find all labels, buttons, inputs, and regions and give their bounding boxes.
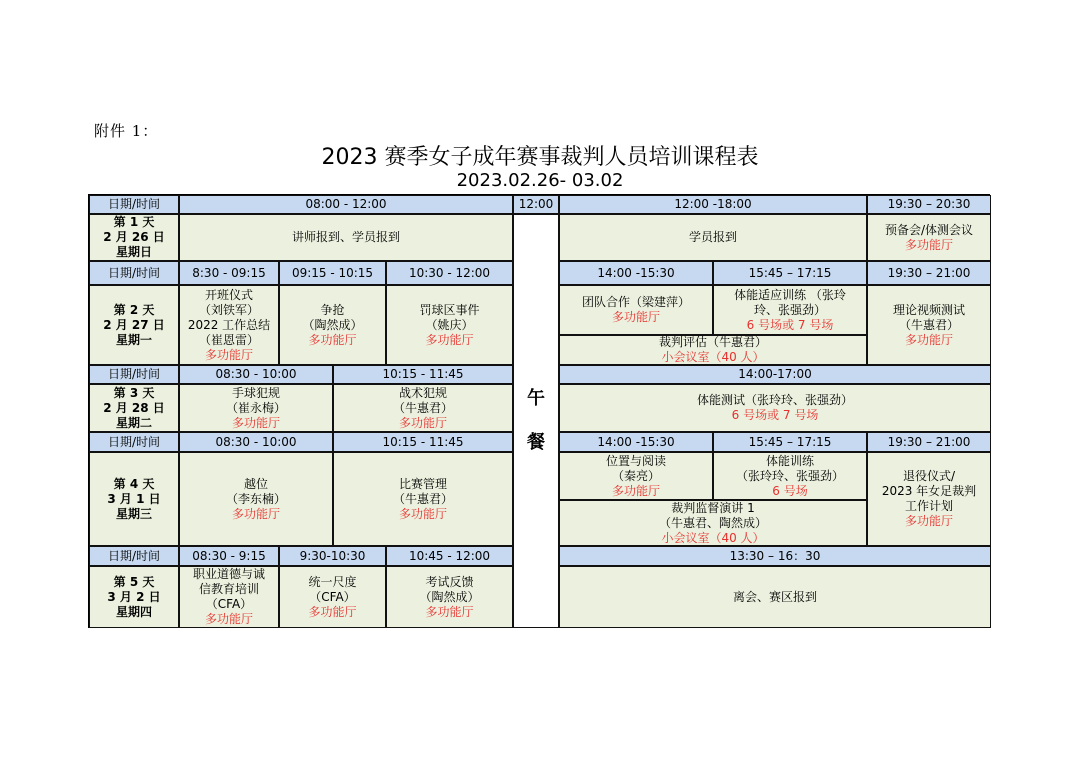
cell-text: 星期三 <box>115 506 152 521</box>
session-cell <box>333 452 513 546</box>
cell-text: （姚庆） <box>425 317 474 332</box>
session-cell <box>559 500 867 546</box>
cell-text: （崔永梅） <box>225 400 286 415</box>
cell-text: 10:45 - 12:00 <box>408 548 491 563</box>
session-cell <box>179 566 279 628</box>
cell-text: （牛惠君） <box>898 317 959 332</box>
header-datetime <box>89 546 179 566</box>
cell-text: （秦亮） <box>611 468 660 483</box>
header-datetime <box>89 432 179 452</box>
cell-text: （刘铁军） <box>198 302 259 317</box>
cell-text: 多功能厅 <box>425 604 474 619</box>
header-time <box>333 365 513 384</box>
cell-text: 日期/时间 <box>107 367 161 381</box>
cell-text: 信教育培训 <box>198 582 259 596</box>
header-noon <box>513 195 559 214</box>
session-cell <box>179 384 333 432</box>
cell-text: 2023 年女足裁判 <box>881 484 977 498</box>
cell-text: 星期一 <box>115 332 152 347</box>
cell-text: 裁判监督演讲 1 <box>671 500 755 515</box>
day-cell <box>89 452 179 546</box>
cell-text: 争抢 <box>320 302 345 317</box>
cell-text: 19:30 – 20:30 <box>887 197 971 211</box>
lunch-column <box>513 214 559 628</box>
cell-text: 2 月 28 日 <box>103 400 165 415</box>
session-cell <box>559 452 713 500</box>
session-cell <box>867 285 991 365</box>
cell-text: 8:30 - 09:15 <box>192 265 266 280</box>
cell-text: 日期/时间 <box>107 265 161 280</box>
header-time <box>559 365 991 384</box>
cell-text: 14:00 -15:30 <box>597 265 675 280</box>
header-datetime <box>89 365 179 384</box>
day-cell <box>89 384 179 432</box>
header-time <box>179 365 333 384</box>
cell-text: 第 3 天 <box>113 385 155 400</box>
session-cell <box>279 566 386 628</box>
header-time <box>867 432 991 452</box>
session-cell <box>867 452 991 546</box>
cell-text: 09:15 - 10:15 <box>291 265 374 280</box>
cell-text: 多功能厅 <box>231 415 280 430</box>
cell-text: （崔恩雷） <box>198 332 259 347</box>
cell-text: 3 月 1 日 <box>107 491 161 506</box>
cell-text: 多功能厅 <box>904 332 953 347</box>
header-time <box>867 261 991 285</box>
cell-text: 14:00 -15:30 <box>597 434 675 449</box>
cell-text: 14:00-17:00 <box>738 367 812 381</box>
cell-text: 2022 工作总结 <box>187 317 271 332</box>
session-cell <box>713 285 867 335</box>
cell-text: 日期/时间 <box>107 548 161 563</box>
cell-text: 比赛管理 <box>398 476 447 491</box>
cell-text: 战术犯规 <box>398 385 447 400</box>
cell-text: 12:00 -18:00 <box>674 197 752 211</box>
cell-text: 6 号场或 7 号场 <box>731 408 819 422</box>
header-time <box>279 261 386 285</box>
cell-text: 15:45 – 17:15 <box>748 265 832 280</box>
cell-text: （牛惠君） <box>392 491 453 506</box>
cell-text: 08:30 - 10:00 <box>215 367 297 381</box>
cell-text: 离会、赛区报到 <box>732 589 817 604</box>
cell-text: 统一尺度 <box>308 574 357 589</box>
cell-text: （牛惠君） <box>392 400 453 415</box>
cell-text: 团队合作（梁建萍） <box>581 295 690 309</box>
header-time <box>386 546 513 566</box>
cell-text: 08:30 - 9:15 <box>192 548 266 563</box>
header-time <box>179 546 279 566</box>
header-time <box>179 261 279 285</box>
cell-text: 考试反馈 <box>425 574 474 589</box>
cell-text: （陶然成） <box>302 317 363 332</box>
header-time <box>559 432 713 452</box>
cell-text: 学员报到 <box>688 230 737 244</box>
cell-text: 13:30 – 16：30 <box>729 548 821 563</box>
day-cell <box>89 214 179 261</box>
cell-text: 6 号场或 7 号场 <box>746 317 834 332</box>
cell-text: 第 2 天 <box>113 302 155 317</box>
cell-text: 讲师报到、学员报到 <box>291 230 400 244</box>
session-cell <box>386 285 513 365</box>
session-cell <box>179 285 279 365</box>
cell-text: （牛惠君、陶然成） <box>658 515 767 530</box>
header-time <box>333 432 513 452</box>
cell-text: 多功能厅 <box>611 310 660 324</box>
day-cell <box>89 285 179 365</box>
session-cell <box>867 214 991 261</box>
page-title: 2023 赛季女子成年赛事裁判人员培训课程表 <box>321 145 759 170</box>
cell-text: 多功能厅 <box>425 332 474 347</box>
cell-text: （李东楠） <box>225 491 286 506</box>
cell-text: 多功能厅 <box>398 506 447 521</box>
cell-text: 多功能厅 <box>204 347 253 362</box>
header-time <box>559 195 867 214</box>
session-cell <box>559 285 713 335</box>
cell-text: 体能适应训练 （张玲 <box>734 287 846 302</box>
cell-text: （张玲玲、张强劲） <box>735 468 844 483</box>
cell-text: 多功能厅 <box>904 237 953 252</box>
cell-text: 多功能厅 <box>904 514 953 528</box>
session-cell <box>179 452 333 546</box>
cell-text: 工作计划 <box>904 499 953 513</box>
header-time <box>867 195 991 214</box>
day-cell <box>89 566 179 628</box>
session-cell <box>559 384 991 432</box>
header-time <box>179 432 333 452</box>
cell-text: 罚球区事件 <box>419 302 480 317</box>
cell-text: 午 <box>527 388 545 409</box>
cell-text: 日期/时间 <box>107 197 161 211</box>
cell-text: 08:00 - 12:00 <box>305 197 387 211</box>
cell-text: 19:30 – 21:00 <box>887 265 971 280</box>
cell-text: 多功能厅 <box>204 612 253 626</box>
header-datetime <box>89 261 179 285</box>
schedule-table <box>88 194 990 628</box>
cell-text: 多功能厅 <box>611 483 660 498</box>
cell-text: 多功能厅 <box>398 415 447 430</box>
cell-text: 多功能厅 <box>231 506 280 521</box>
cell-text: （陶然成） <box>419 589 480 604</box>
cell-text: 星期二 <box>115 415 152 430</box>
cell-text: 职业道德与诚 <box>192 567 265 581</box>
cell-text: 退役仪式/ <box>902 469 956 483</box>
cell-text: 9:30-10:30 <box>299 548 366 563</box>
cell-text: 越位 <box>243 476 268 491</box>
session-cell <box>559 214 867 261</box>
cell-text: 第 4 天 <box>113 476 155 491</box>
cell-text: 预备会/体测会议 <box>884 222 974 237</box>
cell-text: 10:30 - 12:00 <box>408 265 491 280</box>
cell-text: （CFA） <box>205 597 253 611</box>
session-cell <box>386 566 513 628</box>
cell-text: 12:00 <box>518 197 554 211</box>
cell-text: 裁判评估（牛惠君） <box>658 335 767 349</box>
cell-text: 3 月 2 日 <box>107 589 161 604</box>
cell-text: 理论视频测试 <box>892 302 965 317</box>
cell-text: 玲、张强劲） <box>753 302 826 317</box>
cell-text: 10:15 - 11:45 <box>382 367 464 381</box>
cell-text: 位置与阅读 <box>605 453 666 468</box>
cell-text: 日期/时间 <box>107 434 161 449</box>
session-cell <box>713 452 867 500</box>
cell-text: 小会议室（40 人） <box>661 530 765 545</box>
cell-text: 10:15 - 11:45 <box>382 434 464 449</box>
cell-text: 星期四 <box>115 604 152 619</box>
cell-text: 多功能厅 <box>308 332 357 347</box>
header-time <box>559 261 713 285</box>
cell-text: 15:45 – 17:15 <box>748 434 832 449</box>
cell-text: 多功能厅 <box>308 604 357 619</box>
session-cell <box>279 285 386 365</box>
cell-text: （CFA） <box>309 589 356 604</box>
cell-text: 小会议室（40 人） <box>661 350 765 364</box>
session-cell <box>333 384 513 432</box>
header-time <box>713 261 867 285</box>
header-time <box>279 546 386 566</box>
cell-text: 第 5 天 <box>113 574 155 589</box>
cell-text: 6 号场 <box>772 483 808 498</box>
cell-text: 2 月 26 日 <box>103 230 165 244</box>
header-time <box>386 261 513 285</box>
header-datetime <box>89 195 179 214</box>
cell-text: 餐 <box>527 432 545 453</box>
session-cell <box>559 566 991 628</box>
session-cell <box>559 335 867 365</box>
header-time <box>559 546 991 566</box>
cell-text: 体能测试（张玲玲、张强劲） <box>696 393 853 407</box>
header-time <box>179 195 513 214</box>
attachment-label: 附件 1： <box>94 122 159 140</box>
date-range: 2023.02.26- 03.02 <box>456 170 624 191</box>
cell-text: 星期日 <box>115 245 152 259</box>
session-cell <box>179 214 513 261</box>
cell-text: 2 月 27 日 <box>103 317 165 332</box>
cell-text: 第 1 天 <box>113 215 155 229</box>
cell-text: 08:30 - 10:00 <box>215 434 297 449</box>
cell-text: 开班仪式 <box>204 287 253 302</box>
cell-text: 手球犯规 <box>231 385 280 400</box>
cell-text: 19:30 – 21:00 <box>887 434 971 449</box>
header-time <box>713 432 867 452</box>
cell-text: 体能训练 <box>765 453 814 468</box>
